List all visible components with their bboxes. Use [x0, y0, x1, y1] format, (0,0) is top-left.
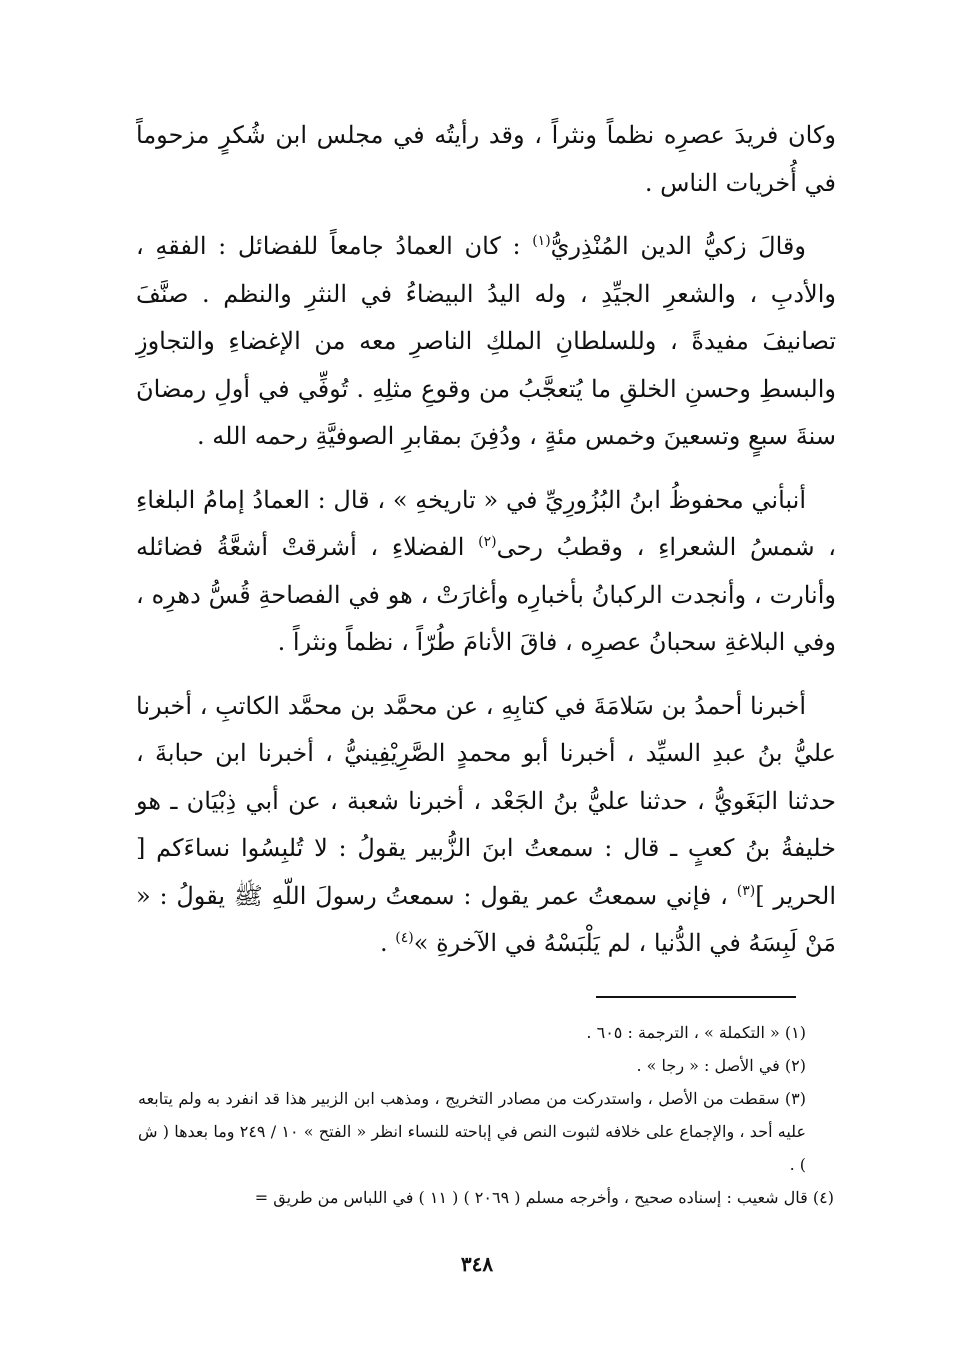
paragraph-text: أنبأني محفوظُ ابنُ البُزُورِيِّ في « تاريخهِ » ، قال : العمادُ إمامُ البلغاءِ ، شمسُ الشعراءِ ، وقطبُ رحى [136, 485, 836, 561]
paragraph-text: ، فإني سمعتُ عمر يقول : سمعتُ رسولَ اللّهِ ﷺ يقولُ : « مَنْ لَبِسَهُ في الدُّنيا ، لم يَلْبَسْهُ في الآخرةِ » [136, 881, 836, 957]
footnote-ref-3[interactable]: (٣) [736, 882, 756, 899]
main-text [136, 112, 836, 984]
footnote-1: (١) « التكملة » ، الترجمة : ٦٠٥ . [586, 1023, 806, 1042]
paragraph-text: أخبرنا أحمدُ بن سَلامَةَ في كتابِهِ ، عن محمَّد بن محمَّد الكاتبِ ، أخبرنا عليُّ بنُ عبدِ السيِّد ، أخبرنا أبو محمدٍ الصَّرِيْفِينيُّ ، أخبرنا ابن حبابةَ ، حدثنا البَغَويُّ ، حدثنا عليُّ بنُ الجَعْد ، أخبرنا شعبة ، عن أبي ذِبْيَان ـ هو خليفةُ بنُ كعبٍ ـ قال : سمعتُ ابنَ الزُّبير يقولُ : لا تُلبِسُوا نساءَكم [ الحرير ] [136, 691, 836, 910]
paragraph-2 [136, 223, 836, 461]
paragraph-text: وقالَ زكيُّ الدين المُنْذِريُّ [550, 232, 806, 260]
footnotes [138, 1016, 834, 1214]
paragraph-text: : كان العمادُ جامعاً للفضائل : الفقهِ ، والأدبِ ، والشعرِ الجيِّدِ ، وله اليدُ البيضاءُ في النثرِ والنظم . صنَّفَ تصانيفَ مفيدةً ، وللسلطانِ الملكِ الناصرِ معه من الإغضاءِ والتجاوزِ والبسطِ وحسنِ الخلقِ ما يُتعجَّبُ من وقوعِ مثلِهِ . تُوفِّي في أولِ رمضانَ سنةَ سبعٍ وتسعينَ وخمس مئةٍ ، ودُفِنَ بمقابرِ الصوفيَّةِ رحمه الله . [136, 232, 837, 450]
paragraph-text: وكان فريدَ عصرِه نظماً ونثراً ، وقد رأيتُه في مجلس ابن شُكرٍ مزحوماً في أُخريات الناس . [136, 121, 836, 197]
footnote-divider [596, 996, 796, 998]
footnote-ref-4[interactable]: (٤) [395, 930, 414, 946]
paragraph-3 [136, 477, 836, 667]
footnote-ref-2[interactable]: (٢) [478, 534, 497, 550]
paragraph-1 [136, 112, 836, 207]
paragraph-text: . [380, 929, 396, 957]
paragraph-4 [136, 683, 836, 968]
paragraph-text: الفضلاءِ ، أشرقتْ أشعَّةُ فضائله وأنارت ، وأنجدت الركبانُ بأخبارِه وأغارَتْ ، هو في الفصاحةِ قُسُّ دهرِه ، وفي البلاغةِ سحبانُ عصرِه ، فاقَ الأنامَ طُرّاً ، نظماً ونثراً . [136, 533, 836, 656]
footnote-4: (٤) قال شعيب : إسناده صحيح ، وأخرجه مسلم ( ٢٠٦٩ ) ( ١١ ) في اللباس من طريق = [254, 1188, 834, 1207]
footnote-3: (٣) سقطت من الأصل ، واستدركت من مصادر التخريج ، ومذهب ابن الزبير هذا قد انفرد به ولم يتابعه عليه أحد ، والإجماع على خلافه لثبوت النص في إباحته للنساء انظر « الفتح » ١٠ / ٢٤٩ وما بعدها ( ش ) . [138, 1089, 807, 1174]
footnote-2: (٢) في الأصل : « رجا » . [636, 1056, 806, 1075]
footnote-ref-1[interactable]: (١) [532, 233, 551, 249]
page-number: ٣٤٨ [460, 1252, 494, 1276]
